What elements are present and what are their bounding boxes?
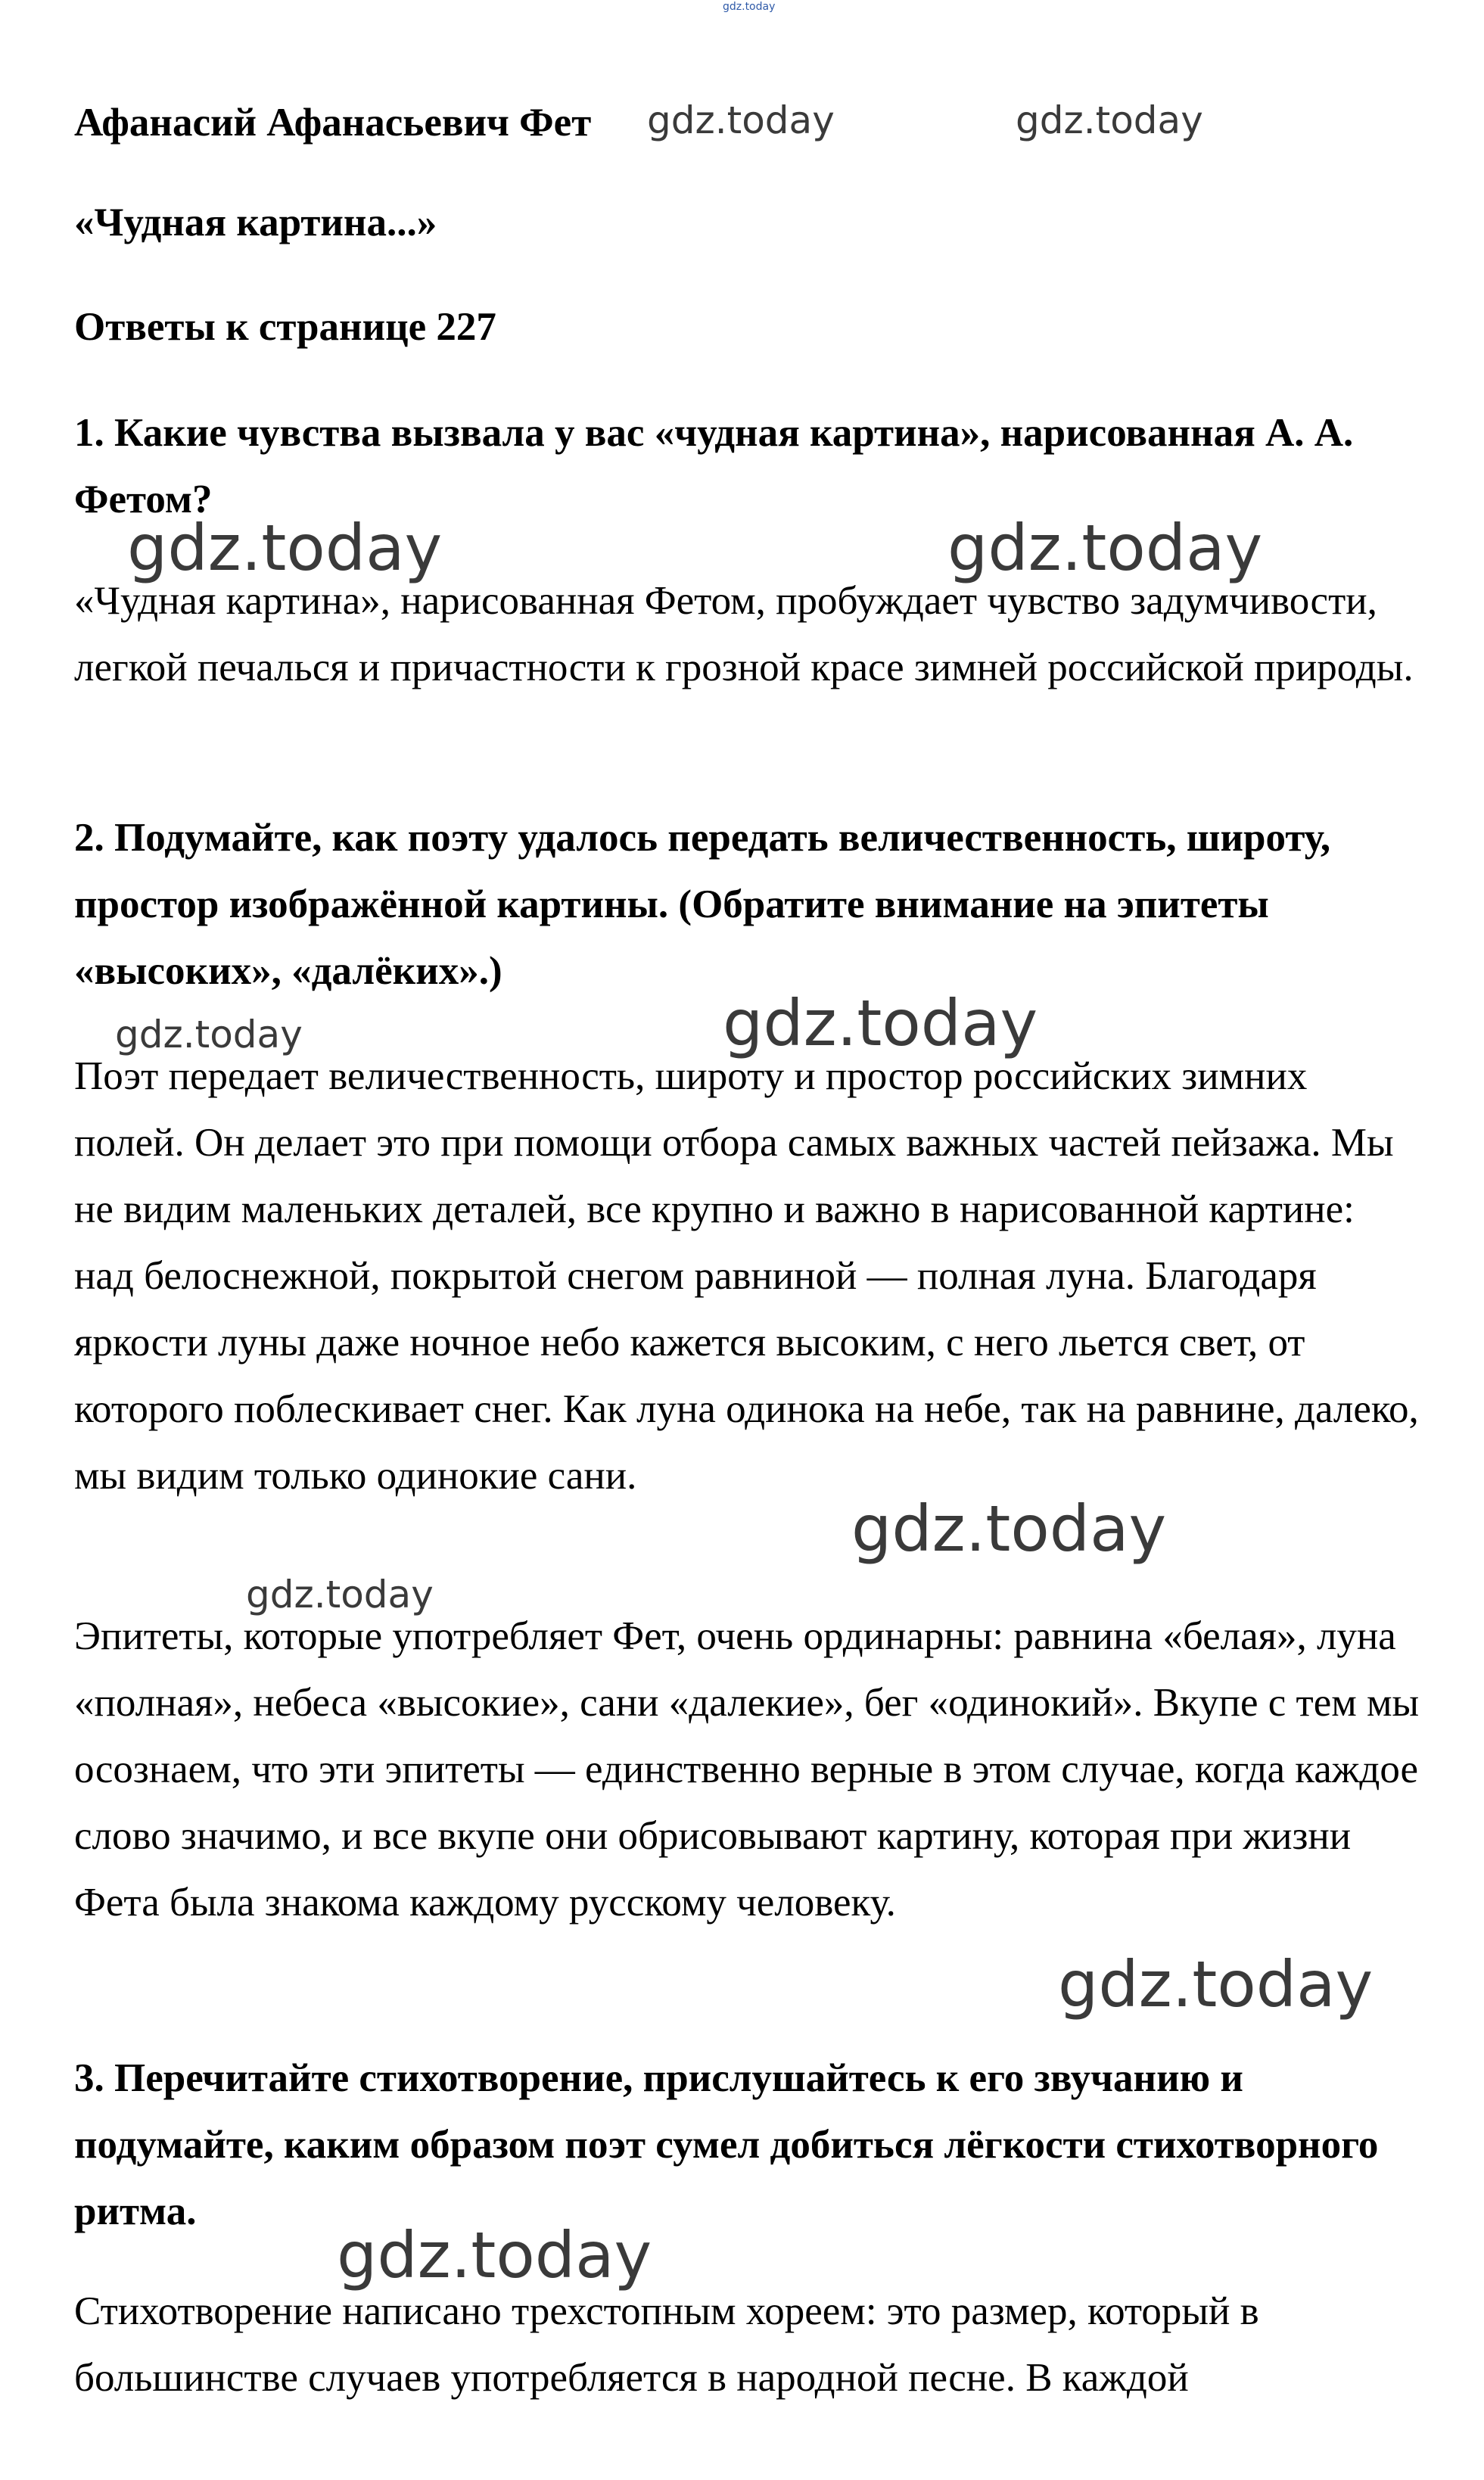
watermark-text: gdz.today [1016, 98, 1203, 142]
question-1: 1. Какие чувства вызвала у вас «чудная картина», нарисованная А. А. Фетом? [74, 411, 1354, 521]
watermark-text: gdz.today [647, 98, 835, 142]
watermark-text: gdz.today [337, 2218, 652, 2292]
watermark-text: gdz.today [947, 511, 1263, 585]
answer-3: Стихотворение написано трехстопным хореем: это размер, который в большинстве случаев употребляется в народной песне. В каждой [74, 2289, 1259, 2400]
watermark-text: gdz.today [127, 511, 443, 585]
watermark-text: gdz.today [851, 1492, 1167, 1566]
question-2: 2. Подумайте, как поэту удалось передать величественность, широту, простор изображённой картины. (Обратите внимание на эпитеты «высоких», «далёких».) [74, 816, 1331, 993]
watermark-text: gdz.today [723, 986, 1038, 1060]
watermark-text: gdz.today [1058, 1947, 1374, 2021]
watermark-text: gdz.today [246, 1573, 434, 1617]
question-3: 3. Перечитайте стихотворение, прислушайтесь к его звучанию и подумайте, каким образом поэт сумел добиться лёгкости стихотворного ритма. [74, 2056, 1379, 2233]
answers-heading: Ответы к странице 227 [74, 305, 496, 349]
answer-2-paragraph-2: Эпитеты, которые употребляет Фет, очень ординарны: равнина «белая», луна «полная», небеса «высокие», сани «далекие», бег «одинокий». Вкупе с тем мы осознаем, что эти эпитеты — единственно верные в этом случае, когда каждое слово значимо, и все вкупе они обрисовывают картину, которая при жизни Фета была знакома каждому русскому человеку. [74, 1614, 1420, 1925]
author-name: Афанасий Афанасьевич Фет [74, 101, 592, 145]
poem-title: «Чудная картина...» [74, 201, 437, 244]
answer-1: «Чудная картина», нарисованная Фетом, пробуждает чувство задумчивости, легкой печалься и причастности к грозной красе зимней российской природы. [74, 579, 1414, 689]
watermark-text: gdz.today [115, 1013, 303, 1056]
header-watermark: gdz.today [723, 1, 776, 13]
answer-2-paragraph-1: Поэт передает величественность, широту и простор российских зимних полей. Он делает это при помощи отбора самых важных частей пейзажа. Мы не видим маленьких деталей, все крупно и важно в нарисованной картине: над белоснежной, покрытой снегом равниной — полная луна. Благодаря яркости луны даже ночное небо кажется высоким, с него льется свет, от которого поблескивает снег. Как луна одинока на небе, так на равнине, далеко, мы видим только одинокие сани. [74, 1054, 1419, 1498]
